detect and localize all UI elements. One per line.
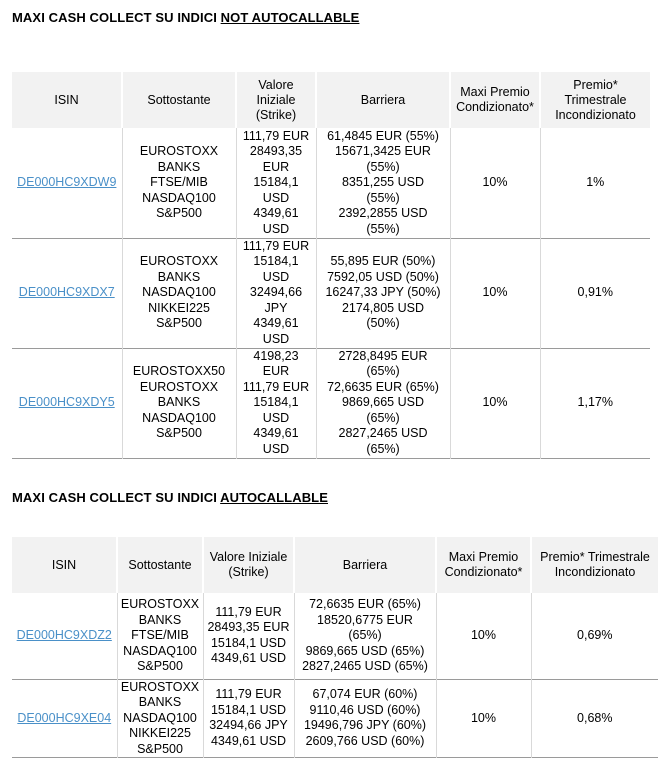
premio-trimestrale-cell: 0,69% — [531, 593, 658, 679]
sottostante-line: NIKKEI225 — [148, 300, 210, 315]
barriera-cell — [316, 128, 450, 238]
maxi-premio-cell: 10% — [450, 128, 540, 238]
sottostante-cell — [122, 238, 236, 348]
premio-trimestrale-cell: 0,91% — [540, 238, 650, 348]
header-isin: ISIN — [12, 537, 117, 593]
strike-cell — [236, 238, 316, 348]
premio-trimestrale-cell: 1,17% — [540, 348, 650, 458]
strike-line: 32494,66 JPY — [209, 718, 288, 733]
maxi-premio-cell: 10% — [450, 238, 540, 348]
barriera-line: 61,4845 EUR (55%) — [327, 128, 439, 143]
strike-line: 28493,35 — [249, 144, 303, 158]
sottostante-line: S&P500 — [156, 426, 202, 441]
strike-line: 15184,1 — [253, 254, 299, 269]
sottostante-line: NASDAQ100 — [123, 643, 197, 658]
sottostante-cell — [117, 593, 203, 679]
strike-line: USD — [262, 190, 290, 205]
section-title-emphasis: AUTOCALLABLE — [220, 490, 328, 505]
barriera-cell — [294, 679, 436, 758]
table-row — [12, 128, 650, 238]
strike-line: 4349,61 — [253, 426, 299, 441]
barriera-cell — [316, 348, 450, 458]
barriera-line: 67,074 EUR (60%) — [312, 687, 418, 702]
header-premio-trimestrale: Premio* Trimestrale Incondizionato — [540, 72, 650, 128]
isin-link[interactable]: DE000HC9XDX7 — [18, 285, 115, 300]
barriera-line: 19496,796 JPY (60%) — [303, 718, 427, 733]
sottostante-cell — [122, 128, 236, 238]
strike-line: USD — [262, 441, 290, 456]
barriera-line: 2827,2465 USD (65%) — [302, 659, 428, 673]
section-title-not-autocallable — [12, 10, 359, 25]
sottostante-line: NASDAQ100 — [142, 285, 216, 300]
barriera-line: (65%) — [366, 364, 400, 379]
strike-line: 32494,66 — [249, 285, 303, 300]
section-title-prefix: MAXI CASH COLLECT SU INDICI — [12, 490, 221, 505]
header-barriera: Barriera — [316, 72, 450, 128]
sottostante-line: EUROSTOXX — [139, 379, 219, 394]
barriera-line: (50%) — [366, 316, 400, 331]
barriera-line: 16247,33 JPY (50%) — [325, 285, 441, 300]
header-strike: Valore Iniziale (Strike) — [236, 72, 316, 128]
strike-line: 15184,1 USD — [210, 635, 287, 650]
isin-link[interactable]: DE000HC9XDZ2 — [16, 628, 112, 642]
sottostante-line: BANKS — [138, 612, 182, 627]
strike-line: USD — [262, 410, 290, 425]
table-header-row — [12, 72, 650, 128]
premio-trimestrale-cell: 1% — [540, 128, 650, 238]
barriera-line: 7592,05 USD (50%) — [327, 269, 439, 284]
barriera-line: 9869,665 USD (65%) — [305, 643, 425, 658]
strike-line: 4349,61 USD — [210, 733, 287, 748]
sottostante-line: NIKKEI225 — [129, 726, 191, 740]
sottostante-line: EUROSTOXX — [139, 144, 219, 158]
strike-line: USD — [262, 269, 290, 284]
section-title-prefix: MAXI CASH COLLECT SU INDICI — [12, 10, 221, 25]
barriera-line: 18520,6775 EUR — [317, 612, 413, 627]
barriera-line: (65%) — [366, 410, 400, 425]
sottostante-cell — [117, 679, 203, 758]
barriera-line: (55%) — [366, 221, 400, 236]
section-title-emphasis: NOT AUTOCALLABLE — [220, 10, 360, 25]
barriera-line: 9110,46 USD (60%) — [309, 702, 421, 717]
sottostante-line: NASDAQ100 — [123, 710, 197, 725]
barriera-line: 2609,766 USD (60%) — [305, 733, 425, 748]
strike-line: 4198,23 — [253, 348, 299, 363]
table-row — [12, 238, 650, 348]
strike-line: 15184,1 USD — [210, 702, 287, 717]
premio-trimestrale-cell: 0,68% — [531, 679, 658, 758]
strike-line: 15184,1 — [253, 175, 299, 189]
barriera-line: (55%) — [366, 190, 400, 205]
strike-cell — [203, 679, 294, 758]
barriera-line: 72,6635 EUR (65%) — [327, 379, 439, 394]
strike-line: 4349,61 — [253, 206, 299, 220]
strike-cell — [236, 348, 316, 458]
sottostante-line: BANKS — [157, 159, 201, 174]
header-maxi-premio: Maxi Premio Condizionato* — [450, 72, 540, 128]
strike-line: 28493,35 EUR — [207, 620, 290, 635]
strike-line: JPY — [264, 300, 288, 315]
barriera-cell — [316, 238, 450, 348]
strike-line: EUR — [262, 159, 290, 174]
header-barriera: Barriera — [294, 537, 436, 593]
strike-line: USD — [262, 331, 290, 346]
barriera-cell — [294, 593, 436, 679]
barriera-line: 72,6635 EUR (65%) — [309, 597, 421, 611]
header-maxi-premio: Maxi Premio Condizionato* — [436, 537, 531, 593]
table-row — [12, 679, 658, 758]
sottostante-line: BANKS — [157, 395, 201, 410]
strike-line: EUR — [262, 364, 290, 379]
strike-line: 4349,61 USD — [210, 651, 287, 666]
sottostante-line: S&P500 — [156, 206, 202, 220]
barriera-line: 2392,2855 USD — [338, 206, 428, 220]
barriera-line: 55,895 EUR (50%) — [330, 254, 436, 269]
strike-line: 111,79 EUR — [215, 687, 282, 702]
barriera-line: 15671,3425 EUR — [335, 144, 431, 158]
header-premio-trimestrale: Premio* Trimestrale Incondizionato — [531, 537, 658, 593]
sottostante-line: FTSE/MIB — [150, 175, 208, 189]
maxi-premio-cell: 10% — [450, 348, 540, 458]
barriera-line: (55%) — [366, 159, 400, 174]
isin-link[interactable]: DE000HC9XE04 — [17, 710, 112, 725]
header-strike: Valore Iniziale (Strike) — [203, 537, 294, 593]
sottostante-line: NASDAQ100 — [142, 190, 216, 205]
sottostante-line: EUROSTOXX50 — [132, 364, 226, 379]
table-row — [12, 348, 650, 458]
sottostante-line: NASDAQ100 — [142, 410, 216, 425]
sottostante-line: BANKS — [138, 695, 182, 709]
sottostante-line: EUROSTOXX — [120, 679, 200, 694]
sottostante-line: S&P500 — [156, 316, 202, 331]
strike-cell — [203, 593, 294, 679]
table-header-row — [12, 537, 658, 593]
maxi-premio-cell: 10% — [436, 593, 531, 679]
strike-line: 15184,1 — [253, 395, 299, 410]
strike-line: 111,79 EUR — [242, 379, 310, 394]
isin-link[interactable]: DE000HC9XDY5 — [18, 395, 115, 410]
isin-link[interactable]: DE000HC9XDW9 — [17, 175, 117, 189]
barriera-line: 9869,665 USD — [341, 395, 424, 410]
sottostante-cell — [122, 348, 236, 458]
barriera-line: 2728,8495 EUR — [338, 348, 428, 363]
maxi-premio-cell: 10% — [436, 679, 531, 758]
strike-cell — [236, 128, 316, 238]
section-title-autocallable — [12, 490, 328, 505]
strike-line: 111,79 EUR — [215, 604, 282, 619]
strike-line: 4349,61 — [253, 316, 299, 331]
header-sottostante: Sottostante — [122, 72, 236, 128]
header-sottostante: Sottostante — [117, 537, 203, 593]
products-table-not-autocallable — [12, 72, 650, 459]
barriera-line: (65%) — [366, 441, 400, 456]
products-table-autocallable — [12, 537, 658, 758]
sottostante-line: EUROSTOXX — [139, 254, 219, 269]
strike-line: 111,79 EUR — [242, 128, 310, 143]
sottostante-line: EUROSTOXX — [120, 597, 200, 611]
barriera-line: 8351,255 USD — [341, 175, 424, 189]
header-isin: ISIN — [12, 72, 122, 128]
table-row — [12, 593, 658, 679]
sottostante-line: S&P500 — [137, 659, 183, 673]
sottostante-line: FTSE/MIB — [131, 628, 189, 642]
barriera-line: 2174,805 USD — [341, 300, 424, 315]
strike-line: USD — [262, 221, 290, 236]
barriera-line: 2827,2465 USD — [338, 426, 428, 441]
sottostante-line: S&P500 — [137, 741, 183, 756]
sottostante-line: BANKS — [157, 269, 201, 284]
strike-line: 111,79 EUR — [242, 238, 310, 253]
barriera-line: (65%) — [348, 628, 382, 642]
